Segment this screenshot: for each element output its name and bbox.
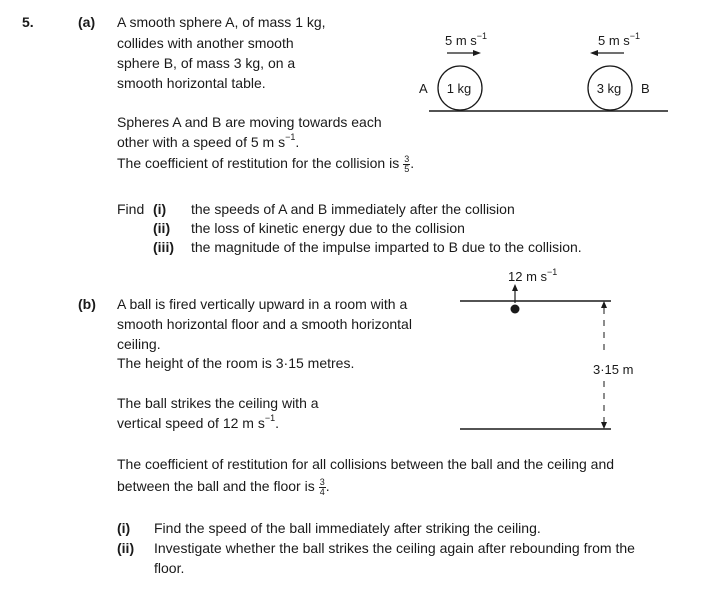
item-b-ii-text-cont: floor. <box>154 560 185 576</box>
height-arrowhead-bottom <box>601 422 607 429</box>
item-a-i-label: (i) <box>153 201 167 217</box>
question-number: 5. <box>22 14 34 30</box>
restitution-fraction-a: $\frac{3}{5}$ <box>404 153 410 174</box>
part-b-strike-line-1: The ball strikes the ceiling with a <box>117 395 319 411</box>
item-a-ii-label: (ii) <box>153 220 171 236</box>
part-b-label: (b) <box>78 296 96 312</box>
part-b-height-line: The height of the room is 3·15 metres. <box>117 355 355 371</box>
ball-speed-label: 12 m $s^{-1}$ <box>508 267 558 284</box>
part-a-intro-line-4: smooth horizontal table. <box>117 75 266 91</box>
part-b-strike-line-2: vertical speed of 12 m $s^{-1}$. <box>117 413 280 431</box>
speed-label-b: 5 m $s^{-1}$ <box>598 31 641 48</box>
height-arrowhead-top <box>601 301 607 308</box>
part-a-intro-line-3: sphere B, of mass 3 kg, on a <box>117 55 296 71</box>
item-b-ii-text: Investigate whether the ball strikes the ceiling again after rebounding from the <box>154 540 635 556</box>
part-a-intro-line-2: collides with another smooth <box>117 35 294 51</box>
part-a-label: (a) <box>78 14 96 30</box>
speed-label-a: 5 m $s^{-1}$ <box>445 31 488 48</box>
sphere-a-label: A <box>419 81 428 96</box>
restitution-fraction-b: $\frac{3}{4}$ <box>319 476 325 497</box>
height-label: 3·15 m <box>593 362 634 377</box>
part-a-intro-line-1: A smooth sphere A, of mass 1 kg, <box>117 14 326 30</box>
part-b-restitution-line-1: The coefficient of restitution for all collisions between the ball and the ceiling and <box>117 456 615 472</box>
item-b-i-text: Find the speed of the ball immediately after striking the ceiling. <box>154 520 541 536</box>
part-b-restitution-line-2: between the ball and the floor is $\frac{3}{4}$ . <box>117 476 330 497</box>
sphere-b-label: B <box>641 81 650 96</box>
find-label: Find <box>117 201 145 217</box>
item-a-ii-text: the loss of kinetic energy due to the collision <box>191 220 465 236</box>
sphere-b-mass: 3 kg <box>596 81 622 96</box>
part-b-intro-line-2: smooth horizontal floor and a smooth horizontal <box>117 316 412 332</box>
part-a-restitution-line: The coefficient of restitution for the collision is $\frac{3}{5}$ . <box>117 153 415 174</box>
part-b-intro-line-1: A ball is fired vertically upward in a room with a <box>117 296 408 312</box>
item-a-i-text: the speeds of A and B immediately after the collision <box>191 201 515 217</box>
item-a-iii-text: the magnitude of the impulse imparted to B due to the collision. <box>191 239 582 255</box>
part-a-moving-line-1: Spheres A and B are moving towards each <box>117 114 382 130</box>
part-b-intro-line-3: ceiling. <box>117 336 161 352</box>
ball <box>511 305 520 314</box>
ball-velocity-arrowhead <box>512 284 518 291</box>
sphere-a-mass: 1 kg <box>446 81 472 96</box>
item-b-ii-label: (ii) <box>117 540 135 556</box>
part-a-moving-line-2: other with a speed of 5 m $s^{-1}$. <box>117 132 300 150</box>
item-a-iii-label: (iii) <box>153 239 174 255</box>
item-b-i-label: (i) <box>117 520 131 536</box>
